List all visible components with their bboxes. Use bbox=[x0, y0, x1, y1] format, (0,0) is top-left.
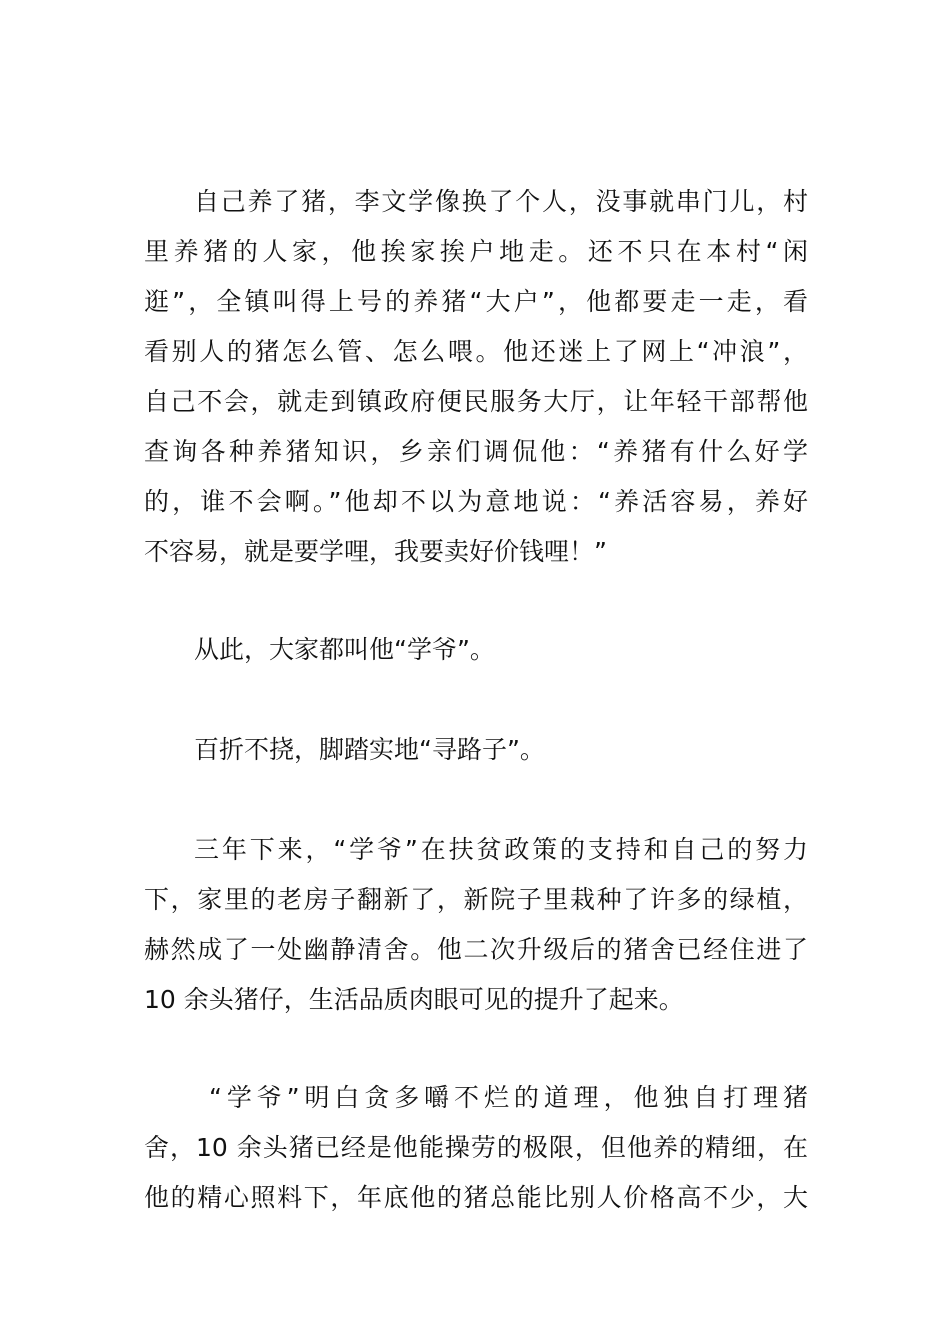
paragraph-line: 自己不会，就走到镇政府便民服务大厅，让年轻干部帮他 bbox=[144, 387, 808, 416]
paragraph-line: 看别人的猪怎么管、怎么喂。他还迷上了网上“冲浪”， bbox=[144, 337, 808, 366]
paragraph-line: 里养猪的人家，他挨家挨户地走。还不只在本村“闲 bbox=[144, 237, 808, 266]
paragraph-line: 从此，大家都叫他“学爷”。 bbox=[194, 635, 495, 664]
paragraph-line: 下，家里的老房子翻新了，新院子里栽种了许多的绿植， bbox=[144, 885, 808, 914]
paragraph-line: 他的精心照料下，年底他的猪总能比别人价格高不少，大 bbox=[144, 1183, 808, 1212]
paragraph-line: 舍，10 余头猪已经是他能操劳的极限，但他养的精细，在 bbox=[144, 1133, 808, 1162]
paragraph-line: 不容易，就是要学哩，我要卖好价钱哩！” bbox=[144, 537, 607, 566]
paragraph-line: 查询各种养猪知识，乡亲们调侃他：“养猪有什么好学 bbox=[144, 437, 808, 466]
paragraph-line: 自己养了猪，李文学像换了个人，没事就串门儿，村 bbox=[194, 187, 808, 216]
paragraph-line: 10 余头猪仔，生活品质肉眼可见的提升了起来。 bbox=[144, 985, 684, 1014]
paragraph-line: 赫然成了一处幽静清舍。他二次升级后的猪舍已经住进了 bbox=[144, 935, 808, 964]
paragraph-line: 三年下来，“学爷”在扶贫政策的支持和自己的努力 bbox=[194, 835, 808, 864]
paragraph-line: 逛”，全镇叫得上号的养猪“大户”，他都要走一走，看 bbox=[144, 287, 808, 316]
paragraph-line: “学爷”明白贪多嚼不烂的道理，他独自打理猪 bbox=[209, 1083, 808, 1112]
paragraph-line: 百折不挠，脚踏实地“寻路子”。 bbox=[194, 735, 545, 764]
paragraph-line: 的，谁不会啊。”他却不以为意地说：“养活容易，养好 bbox=[144, 487, 808, 516]
